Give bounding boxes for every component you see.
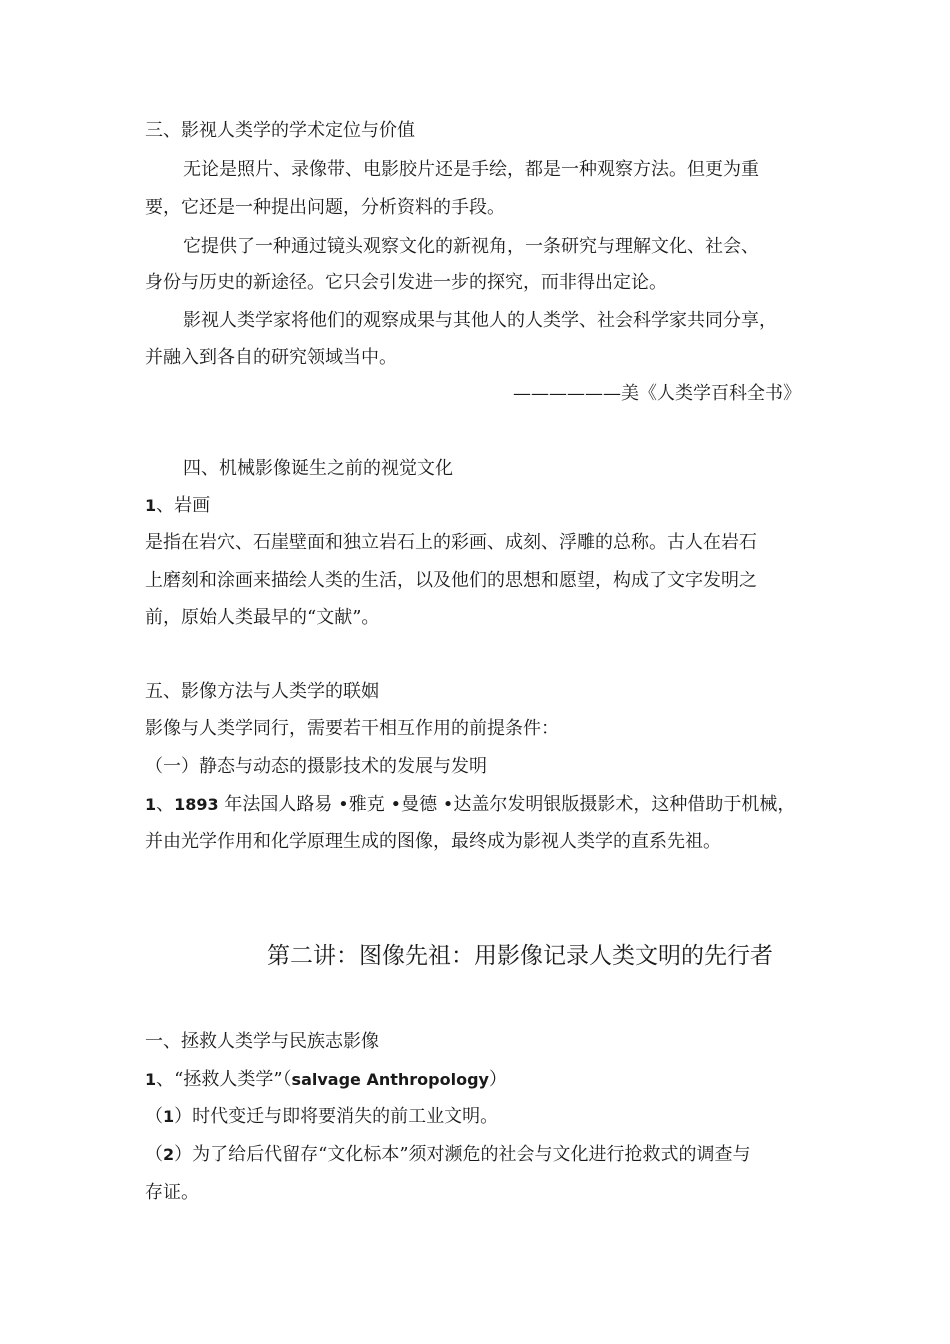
section-5-heading: 五、影像方法与人类学的联姻 <box>145 681 379 702</box>
l2-point-1-text: ）时代变迁与即将要消失的前工业文明。 <box>174 1106 499 1127</box>
lecture-2-item-1-heading <box>145 1067 815 1093</box>
s5-item-1-year: 1893 <box>174 795 219 814</box>
l2-point-2-open: （ <box>145 1144 163 1165</box>
s3-source-citation: ——————美《人类学百科全书》 <box>513 383 801 404</box>
lecture-2-title: 第二讲：图像先祖：用影像记录人类文明的先行者 <box>267 943 773 969</box>
l2-point-1-open: （ <box>145 1106 163 1127</box>
l2-point-2-number: 2 <box>163 1145 175 1164</box>
l2-point-1-number: 1 <box>163 1107 175 1126</box>
s5-item-1-number: 1 <box>145 795 157 814</box>
s5-item-1-text: 年法国人路易 •雅克 •曼德 •达盖尔发明银版摄影术，这种借助于机械， <box>218 794 796 815</box>
l2-point-1 <box>145 1104 815 1130</box>
s5-subheading-1: （一）静态与动态的摄影技术的发展与发明 <box>145 756 487 777</box>
l2-point-2-line-1 <box>145 1142 815 1168</box>
s5-item-1-separator: 、 <box>156 794 175 815</box>
s3-paragraph-3-line-2: 并融入到各自的研究领域当中。 <box>145 347 397 368</box>
lecture-2-section-1-heading: 一、拯救人类学与民族志影像 <box>145 1031 379 1052</box>
s3-paragraph-1-line-1: 无论是照片、录像带、电影胶片还是手绘，都是一种观察方法。但更为重 <box>183 159 759 180</box>
l2-item-1-number: 1 <box>145 1070 157 1089</box>
s4-item-1-number: 1 <box>145 496 157 515</box>
l2-point-2-line-2: 存证。 <box>145 1182 199 1203</box>
l2-item-1-close: ） <box>488 1069 507 1090</box>
section-3-heading: 三、影视人类学的学术定位与价值 <box>145 120 415 141</box>
s4-item-1-heading <box>145 493 815 519</box>
s5-item-1-line-2: 并由光学作用和化学原理生成的图像，最终成为影视人类学的直系先祖。 <box>145 831 721 852</box>
s3-paragraph-1-line-2: 要，它还是一种提出问题，分析资料的手段。 <box>145 197 505 218</box>
l2-point-2-text: ）为了给后代留存“文化标本”须对濒危的社会与文化进行抢救式的调查与 <box>174 1144 751 1165</box>
section-4-heading: 四、机械影像诞生之前的视觉文化 <box>183 458 453 479</box>
s3-paragraph-2-line-2: 身份与历史的新途径。它只会引发进一步的探究，而非得出定论。 <box>145 272 667 293</box>
l2-item-1-english: salvage Anthropology <box>291 1070 489 1089</box>
s3-paragraph-3-line-1: 影视人类学家将他们的观察成果与其他人的人类学、社会科学家共同分享， <box>183 310 777 331</box>
s5-intro: 影像与人类学同行，需要若干相互作用的前提条件： <box>145 718 559 739</box>
l2-item-1-text: 、“拯救人类学”（ <box>156 1069 292 1090</box>
s5-item-1-line-1 <box>145 792 815 818</box>
s4-paragraph-line-1: 是指在岩穴、石崖壁面和独立岩石上的彩画、成刻、浮雕的总称。古人在岩石 <box>145 532 757 553</box>
s4-item-1-text: 、岩画 <box>156 495 211 516</box>
s3-paragraph-2-line-1: 它提供了一种通过镜头观察文化的新视角，一条研究与理解文化、社会、 <box>183 236 759 257</box>
s4-paragraph-line-2: 上磨刻和涂画来描绘人类的生活，以及他们的思想和愿望，构成了文字发明之 <box>145 570 757 591</box>
s4-paragraph-line-3: 前，原始人类最早的“文献”。 <box>145 607 380 628</box>
